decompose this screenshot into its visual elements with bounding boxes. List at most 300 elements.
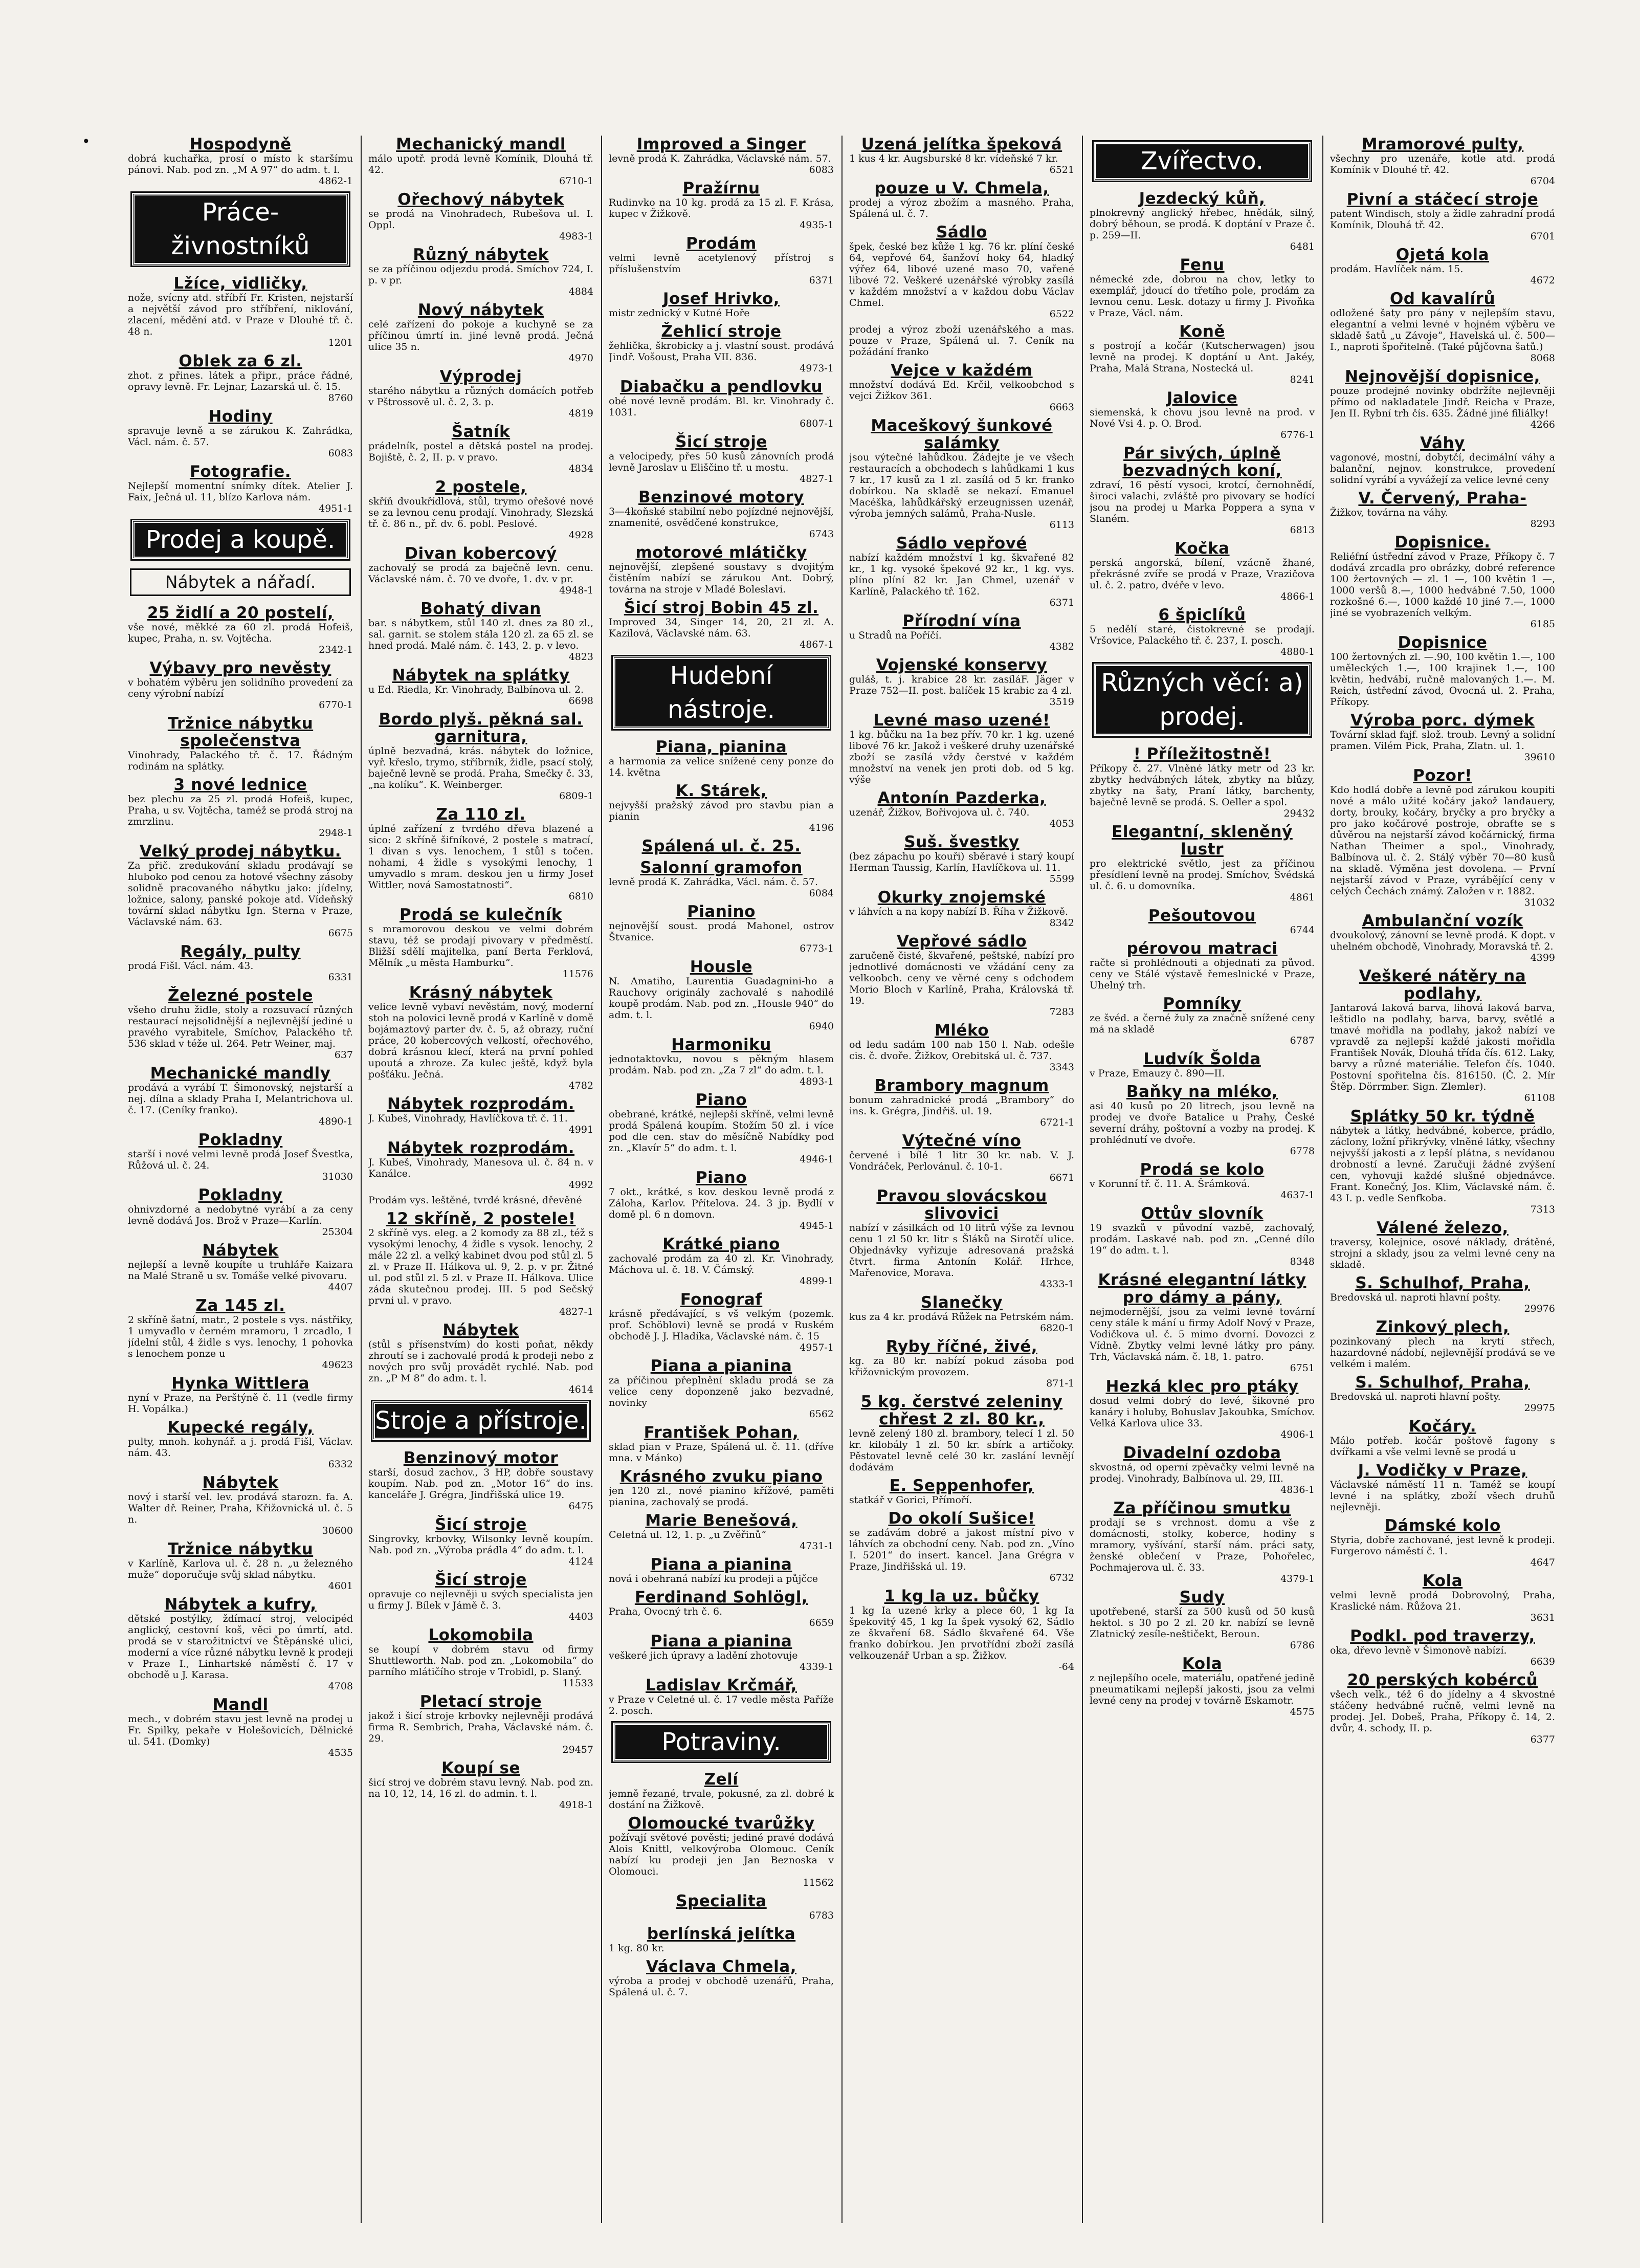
classified-ad	[609, 323, 834, 374]
ad-headline: Zinkový plech,	[1376, 1318, 1510, 1336]
ad-number: 6743	[809, 529, 834, 540]
ad-headline: Ludvík Šolda	[1143, 1050, 1261, 1068]
ad-text: v Praze v Celetné ul. č. 17 vedle města Paříže 2. posch.	[609, 1694, 834, 1716]
ad-text: celé zařízení do pokoje a kuchyně se za příčinou úmrtí in. jiné levně prodá. Ječná ulice 35 n.	[368, 319, 593, 353]
ad-headline: Krásný nábytek	[409, 983, 553, 1002]
ad-text: pouze prodejné novinky obdržíte nejlevněji přímo od nakladatele Jindř. Reicha v Praze, Jen II. Rybní trh čís. 635. Žádné jiné filiálky!	[1330, 385, 1555, 419]
ad-headline: Diabačku a pendlovku	[619, 378, 823, 396]
ad-text: Vinohrady, Palackého tř. č. 17. Řádným rodinám na splátky.	[128, 750, 353, 772]
ad-text: kus za 4 kr. prodává Růžek na Petrském nám.	[849, 1311, 1074, 1323]
ad-headline: Nábytek rozprodám.	[387, 1095, 575, 1113]
ad-text: pulty, mnoh. kohynář. a j. prodá Fišl, Václav. nám. 43.	[128, 1436, 353, 1459]
ad-headline: Pianino	[687, 902, 756, 921]
ad-headline: Improved a Singer	[636, 136, 806, 153]
ad-headline: Za 110 zl.	[436, 805, 526, 824]
ad-number: 4935-1	[800, 219, 834, 231]
ad-number: 4601	[328, 1580, 353, 1592]
ad-text: 19 svazků v původní vazbě, zachovalý, prodám. Laskavé nab. pod zn. „Cenné dílo 19“ do adm. t. l.	[1090, 1222, 1315, 1256]
ad-headline: Pokladny	[198, 1131, 283, 1149]
classified-ad	[368, 806, 593, 902]
ad-number: 4535	[328, 1747, 353, 1758]
classified-ad	[849, 712, 1074, 785]
ad-number: 4884	[568, 286, 593, 297]
ad-headline: Šicí stroje	[435, 1571, 527, 1589]
ad-text: prodá Fišl. Václ. nám. 43.	[128, 960, 254, 972]
ad-number: 6744	[1290, 924, 1315, 936]
ad-number: 4970	[568, 353, 593, 364]
ad-text: nože, svícny atd. stříbří Fr. Kristen, nejstarší a největší závod pro stříbření, niklování, zlacení, mědění atd. v Praze v Dlouhé tř. č. 48 n.	[128, 292, 353, 337]
ad-number: 4731-1	[800, 1540, 834, 1552]
ad-number: 4382	[1049, 641, 1074, 652]
ad-headline: Sádlo	[936, 223, 987, 241]
ad-number: 4918-1	[559, 1799, 593, 1811]
classified-ad	[849, 1187, 1074, 1290]
ad-text: statkář v Gorici, Přímoří.	[849, 1494, 972, 1506]
ad-headline: Regály, pulty	[180, 942, 301, 961]
ad-text: (bez zápachu po kouři) sběravé i starý koupí Herman Taussig, Karlín, Havlíčkova ul. 11.	[849, 851, 1074, 873]
ad-headline: Kola	[1422, 1572, 1463, 1590]
classified-ad	[609, 378, 834, 429]
ad-headline: Piano	[695, 1169, 747, 1187]
ad-number: 6371	[809, 275, 834, 286]
classified-ad	[609, 1424, 834, 1464]
ad-headline: Mléko	[934, 1021, 989, 1040]
ad-number: 1201	[328, 337, 353, 348]
ad-number: 6521	[1049, 164, 1074, 175]
ad-headline: Pletací stroje	[419, 1692, 542, 1711]
ad-text: spravuje levně a se zárukou K. Zahrádka, Václ. nám. č. 57.	[128, 425, 353, 448]
classified-ad	[849, 656, 1074, 708]
ad-number: 4637-1	[1280, 1190, 1315, 1201]
ad-headline: Hospodyně	[189, 136, 292, 153]
ad-text: Václavské náměstí 11 n. Taméž se koupí levné i na splátky, zboží všech druhů nejlevněji.	[1330, 1479, 1555, 1513]
ad-headline: Šicí stroje	[675, 433, 767, 451]
ad-number: 6639	[1530, 1656, 1555, 1667]
ad-text: Styria, dobře zachované, jest levně k prodeji. Furgerovo náměstí č. 1.	[1330, 1534, 1555, 1557]
classified-ad	[609, 958, 834, 1032]
ad-number: 3631	[1530, 1612, 1555, 1623]
ad-number: 6721-1	[1040, 1117, 1074, 1128]
ad-number: 4906-1	[1280, 1429, 1315, 1440]
classified-ad	[1090, 1500, 1315, 1584]
classified-ad	[849, 612, 1074, 652]
ad-text: se koupí v dobrém stavu od firmy Shuttleworth. Nab. pod zn. „Lokomobila“ do parního mlátičího stroje v Trobidl, p. Slaný.	[368, 1644, 593, 1678]
classified-ad	[368, 1210, 593, 1317]
classified-ad	[609, 1091, 834, 1165]
ad-text: 1 kg Ia uzené krky a plece 60, 1 kg Ia špekovitý 45, 1 kg Ia špek vysoký 62, Sádlo ze škvaření 68. Sádlo škvařené 64. Vše franko dobírkou. Jen prvotřídní zboží zasílá velkouzenář Urban a sp. Žižkov.	[849, 1605, 1074, 1661]
ad-number: 4899-1	[800, 1275, 834, 1287]
ad-number: 4957-1	[800, 1342, 834, 1353]
classified-ad	[609, 838, 834, 855]
ad-text: 1 kg. 80 kr.	[609, 1943, 664, 1954]
ad-text: račte si prohlédnouti a objednati za původ. ceny ve Stálé výstavě řemeslnické v Praze, Uhelný trh.	[1090, 957, 1315, 991]
classified-ad	[849, 1338, 1074, 1389]
ad-text: zaručeně čisté, škvařené, peštské, nabízí pro jednotlivé domácnosti ve vžádání ceny za velkoobch. ceny ve věrné ceny s odchodem Morio Bloch v Karlíně, Praha, Královská tř. 19.	[849, 950, 1074, 1006]
classified-ad	[609, 1925, 834, 1954]
ad-headline: Kupecké regály,	[167, 1418, 314, 1437]
ad-number: 7283	[1049, 1006, 1074, 1018]
ad-headline: Jezdecký kůň,	[1139, 189, 1266, 208]
classified-ad	[1330, 368, 1555, 430]
ad-headline: Výtečné víno	[902, 1132, 1022, 1150]
classified-ad	[128, 1540, 353, 1592]
ad-headline: Šatník	[451, 423, 511, 441]
ad-headline: Marie Benešová,	[645, 1511, 797, 1530]
ad-number: 6809-1	[559, 790, 593, 802]
ad-text: nový i starší vel. lev. prodává starozn. fa. A. Walter dř. Reiner, Praha, Křižovnická ul. č. 5 n.	[128, 1491, 353, 1525]
ad-number: 4867-1	[800, 639, 834, 650]
ad-headline: Piana a pianina	[650, 1632, 792, 1650]
classified-ad	[368, 246, 593, 297]
classified-ad	[368, 1195, 593, 1206]
classified-ad	[1330, 1517, 1555, 1568]
ad-text: vagonové, mostní, dobytčí, decimální váhy a balanční, nejnov. konstrukce, provedení solidní vyrábí a vyvážejí za velice levné ceny	[1330, 452, 1555, 486]
ad-number: 4951-1	[319, 503, 353, 514]
classified-ad	[1330, 1627, 1555, 1667]
ad-number: 4672	[1530, 275, 1555, 286]
ad-text: úplně bezvadná, krás. nábytek do ložnice, vyř. křeslo, trymo, stříbrník, židle, psací stolý, baječně levně se prodá. Praha, Smečky č. 33, „na kolíku“. K. Weinberger.	[368, 745, 593, 790]
classified-ad	[1330, 1462, 1555, 1513]
ad-number: 6773-1	[800, 943, 834, 954]
classified-ad	[609, 180, 834, 231]
ad-headline: Prodám	[686, 234, 757, 253]
ad-text: opravuje co nejlevněji u svých specialista jen u firmy J. Bílek v Jámě č. 3.	[368, 1589, 593, 1611]
ad-text: červené i bílé 1 litr 30 kr. nab. V. J. Vondráček, Perlovánul. č. 10-1.	[849, 1150, 1074, 1172]
ad-headline: Ambulanční vozík	[1362, 912, 1523, 930]
classified-ad	[609, 489, 834, 540]
ad-number: 6083	[809, 164, 834, 175]
classified-ad	[1330, 1418, 1555, 1458]
section-banner: Potraviny.	[613, 1723, 830, 1761]
classified-ad	[609, 738, 834, 778]
classified-ad	[1090, 1655, 1315, 1717]
ad-text: Bredovská ul. naproti hlavní pošty.	[1330, 1391, 1501, 1402]
ad-headline: Nábytek	[202, 1473, 279, 1492]
ad-text: bar. s nábytkem, stůl 140 zl. dnes za 80 zl., sal. garnit. se stolem stála 120 zl. za 65 zl. se hned prodá. Malé nám. č. 143, 2. p. v levo.	[368, 618, 593, 651]
ad-number: 31032	[1524, 897, 1555, 908]
ad-text: N. Amatiho, Laurentia Guadagnini-ho a Rauchovy originály zachovalé s nahodilé koupě prodám. Nab. pod zn. „Housle 940“ do adm. t. l.	[609, 976, 834, 1021]
ad-text: guláš, t. j. krabice 28 kr. zasíláF. Jäger v Praze 752—II. post. balíček 15 krabic za 4 zl.	[849, 674, 1074, 696]
classified-ad	[128, 1696, 353, 1758]
ad-text: ohnivzdorné a nedobytné vyrábí a za ceny levně dodává Jos. Brož v Praze—Karlín.	[128, 1204, 353, 1226]
ad-number: 4403	[568, 1611, 593, 1622]
ad-headline: Vojenské konservy	[876, 656, 1048, 674]
ad-number: 6787	[1290, 1035, 1315, 1046]
ad-number: 4823	[568, 651, 593, 663]
ad-text: J. Kubeš, Vinohrady, Manesova ul. č. 84 n. v Kanálce.	[368, 1157, 593, 1179]
ad-text: odložené šaty pro pány v nejlepším stavu, elegantní a velmi levné v hojném výběru ve skladě šatů „u Závoje“, Havelská ul. č. 500—I., naproti špořitelně. (Také půjčovna šatů.)	[1330, 307, 1555, 353]
classified-ad	[849, 1294, 1074, 1334]
column-1	[128, 136, 353, 2223]
classified-ad	[1090, 1271, 1315, 1374]
ad-text: dvoukolový, zánovní se levně prodá. K dopt. v uhelném obchodě, Vinohrady, Moravská tř. 2.	[1330, 930, 1555, 952]
ad-headline: 3 nové lednice	[173, 776, 307, 794]
ad-headline: Uzená jelítka špeková	[861, 136, 1062, 153]
ad-text: Reliéfní ústřední závod v Praze, Příkopy č. 7 dodává zrcadla pro obrázky, dobré reference 100 žertovných — zl. 1 —, 100 květin 1 —, 1000 veršů 8.—, 1000 hedvábné 7.50, 1000 rozkošné 6.—, 1000 každé 10 jiné 7.—, 1000 jiné se vyobrazeních velkým.	[1330, 551, 1555, 619]
ad-number: 6481	[1290, 241, 1315, 252]
ad-text: jemně řezané, trvale, pokusné, za zl. dobré k dostání na Žižkově.	[609, 1788, 834, 1811]
classified-ad	[849, 789, 1074, 829]
ad-text: prádelník, postel a dětská postel na prodej. Bojiště, č. 2, II. p. v pravo.	[368, 441, 593, 463]
ad-text: kg. za 80 kr. nabízí pokud zásoba pod křižovnickým provozem.	[849, 1355, 1074, 1378]
ad-text: 100 žertovných zl. —.90, 100 květin 1.—, 100 uměleckých 1.—, 100 krajinek 1.—, 100 květin, hedvábí, ručně malovaných 1.—. M. Reich, ústřední závod, Ovocná ul. 2. Praha, Příkopy.	[1330, 651, 1555, 708]
ad-text: 5 nedělí staré, čistokrevné se prodají. Vršovice, Palackého tř. č. 237, I. posch.	[1090, 624, 1315, 646]
classified-ad	[609, 1291, 834, 1353]
classified-ad	[128, 1297, 353, 1371]
classified-ad	[368, 1516, 593, 1567]
ad-text: Bredovská ul. naproti hlavní pošty.	[1330, 1292, 1501, 1303]
classified-ad	[609, 1357, 834, 1420]
ad-text: mech., v dobrém stavu jest levně na prodej u Fr. Spilky, pekaře v Holešovicích, Dělnické ul. 541. (Domky)	[128, 1713, 353, 1747]
column-4	[849, 136, 1074, 2223]
ad-headline: Nový nábytek	[417, 301, 544, 319]
ad-number: 49623	[322, 1359, 353, 1371]
ad-text: 3—4koňské stabilní nebo pojízdné nejnovější, znamenité, osvědčené konstrukce,	[609, 506, 834, 529]
classified-ad	[368, 711, 593, 802]
ad-headline: Koupí se	[441, 1759, 520, 1777]
ad-headline: Podkl. pod traverzy,	[1350, 1627, 1535, 1645]
ad-headline: pérovou matraci	[1126, 939, 1278, 958]
ad-text: levně zelený 180 zl. brambory, telecí 1 zl. 50 kr. kilobály 1 zl. 50 kr. sbírk a artičoky. Pěstovatel levně celé 30 kr. zaslání levnějí dodávám	[849, 1428, 1074, 1473]
ad-number: 4339-1	[800, 1661, 834, 1672]
ad-headline: 5 kg. čerstvé zeleniny chřest 2 zl. 80 kr.,	[860, 1393, 1063, 1428]
ad-number: 31030	[322, 1171, 353, 1182]
ad-headline: Železné postele	[167, 986, 314, 1005]
ad-text: uzenář, Žižkov, Bořivojova ul. č. 740.	[849, 807, 1030, 818]
ad-number: 6810	[568, 891, 593, 902]
ad-headline: Mandl	[212, 1696, 269, 1714]
ad-headline: Nábytek na splátky	[392, 666, 570, 685]
ad-number: 4890-1	[319, 1116, 353, 1127]
ad-text: zachovalé prodám za 40 zl. Kr. Vinohrady, Máchova ul. č. 18. V. Čámský.	[609, 1253, 834, 1275]
ad-headline: Piano	[695, 1091, 747, 1109]
classified-ad	[1090, 1378, 1315, 1440]
classified-ad	[368, 984, 593, 1091]
ad-headline: motorové mlátičky	[635, 543, 807, 562]
ad-headline: Koně	[1179, 322, 1225, 341]
classified-ad	[609, 1169, 834, 1231]
classified-ad	[128, 1474, 353, 1536]
ad-number: -64	[1058, 1661, 1074, 1672]
ad-text: levně prodá K. Zahrádka, Václ. nám. č. 57.	[609, 876, 818, 888]
ad-text: zdraví, 16 pěstí vysoci, krotcí, černohnědí, široci valachi, zvláště pro pivovary se hodící jsou na prodej u Marka Poppera a syna v Slaném.	[1090, 479, 1315, 524]
ad-headline: Hezká klec pro ptáky	[1105, 1377, 1299, 1396]
classified-ad	[128, 136, 353, 187]
classified-ad	[368, 545, 593, 596]
ad-headline: Válené železo,	[1377, 1219, 1509, 1237]
ad-headline: Pozor!	[1413, 766, 1472, 785]
ad-headline: Pár sivých, úplně bezvadných koní,	[1122, 444, 1282, 480]
ad-number: 4862-1	[319, 175, 353, 187]
ad-text: obebrané, krátké, nejlepší skříně, velmi levně prodá Spálená koupím. Stožím 50 zl. i více pod dle cen. stav do měsíčně Nabídky pod zn. „Klavír 5“ do adm. t. l.	[609, 1109, 834, 1154]
ad-number: 29976	[1524, 1303, 1555, 1314]
ad-text: plnokrevný anglický hřebec, hnědák, silný, dobrý běhoun, se prodá. K doptání v Praze č. p. 259—II.	[1090, 207, 1315, 241]
ad-headline: Ferdinand Sohlögl,	[634, 1588, 808, 1606]
newspaper-page	[82, 133, 1555, 2223]
ad-headline: S. Schulhof, Praha,	[1355, 1274, 1530, 1292]
ad-headline: Šicí stroje	[435, 1515, 527, 1534]
ad-text: zhot. z přines. látek a připr., práce řádné, opravy levně. Fr. Lejnar, Lazarská ul. č. 15.	[128, 370, 353, 392]
ad-headline: Slanečky	[920, 1293, 1003, 1312]
ad-headline: ! Příležitostně!	[1133, 745, 1271, 763]
classified-ad	[849, 1477, 1074, 1506]
ad-text: oka, dřevo levně v Šimonově nabízí.	[1330, 1645, 1507, 1656]
ad-number: 2948-1	[319, 827, 353, 839]
ad-headline: K. Stárek,	[675, 782, 767, 800]
ad-number: 6776-1	[1280, 429, 1315, 441]
ad-headline: J. Vodičky v Praze,	[1358, 1461, 1527, 1480]
ad-number: 6331	[328, 972, 353, 983]
ad-headline: Za příčinou smutku	[1113, 1499, 1291, 1517]
ad-text: špek, české bez kůže 1 kg. 76 kr. plíní české 64, vepřové 64, šanžoví hoky 64, hladký výřez 64, libové uzené maso 70, vařené libové 72. Veškeré uzenářské výrobky zasílá v každém množství a v každou dobu Václav Chmel.	[849, 241, 1074, 309]
classified-ad	[368, 191, 593, 242]
ad-text: nová i obehraná nabízí ku prodeji a půjčce	[609, 1573, 818, 1584]
ad-text: starého nábytku a různých domácích potřeb v Pštrossově ul. č. 2, 3. p.	[368, 385, 593, 408]
ad-text: výroba a prodej v obchodě uzenářů, Praha, Spálená ul. č. 7.	[609, 1975, 834, 1998]
ad-headline: Bohatý divan	[420, 600, 541, 618]
ad-number: 6671	[1049, 1172, 1074, 1183]
ad-text: požívají světové pověsti; jediné pravé dodává Alois Knittl, velkovýroba Olomouc. Ceník nabízí ku prodeji jen Jan Beznoska v Olomouci.	[609, 1832, 834, 1877]
classified-ad	[1090, 907, 1315, 936]
ad-text: se za příčinou odjezdu prodá. Smíchov 724, I. p. v pr.	[368, 263, 593, 286]
ad-headline: Oblek za 6 zl.	[179, 352, 302, 370]
ad-text: Rudinvko na 10 kg. prodá za 15 zl. F. Krása, kupec v Žižkově.	[609, 197, 834, 219]
ad-number: 6820-1	[1040, 1323, 1074, 1334]
ad-number: 4053	[1049, 818, 1074, 829]
ad-headline: Lžíce, vidličky,	[173, 274, 307, 293]
ad-headline: Nábytek rozprodám.	[387, 1139, 575, 1157]
ad-headline: Nejnovější dopisnice,	[1345, 367, 1540, 386]
classified-ad	[1330, 712, 1555, 763]
ad-headline: 12 skříně, 2 postele!	[386, 1209, 576, 1228]
classified-ad	[1330, 290, 1555, 364]
ad-text: úplné zařízení z tvrdého dřeva blazené a sico: 2 skříně šifníkové, 2 postele s matrací, 1 divan s vys. lenochem, 1 stůl s točen. nohami, 4 židle s vysokými lenochy, 1 umyvadlo s mram. deskou jen u firmy Josef Wittler, nová Samostatnosti“.	[368, 823, 593, 891]
classified-ad	[1090, 1161, 1315, 1201]
ad-headline: Benzinový motor	[403, 1449, 559, 1467]
classified-ad	[1330, 634, 1555, 708]
classified-ad	[128, 463, 353, 514]
classified-ad	[368, 667, 593, 707]
ad-number: 4333-1	[1040, 1279, 1074, 1290]
ad-number: 4893-1	[800, 1076, 834, 1087]
classified-ad	[609, 1589, 834, 1628]
ad-number: 6704	[1530, 175, 1555, 187]
ad-number: 6786	[1290, 1640, 1315, 1651]
ad-headline: Dopisnice	[1398, 633, 1488, 652]
ad-number: 6675	[328, 928, 353, 939]
classified-ad	[609, 1036, 834, 1087]
classified-ad	[368, 906, 593, 980]
classified-ad	[1330, 1671, 1555, 1745]
classified-ad	[849, 136, 1074, 175]
ad-headline: Přírodní vína	[902, 612, 1021, 630]
ad-number: 4945-1	[800, 1220, 834, 1231]
classified-ad	[849, 1077, 1074, 1128]
classified-ad	[128, 776, 353, 839]
section-banner: Stroje a přístroje.	[372, 1401, 589, 1440]
ad-text: od ledu sadám 100 nab 150 l. Nab. odešle cis. č. dvoře. Žižkov, Orebitská ul. č. 737.	[849, 1039, 1074, 1062]
column-2	[368, 136, 593, 2223]
ad-number: 6371	[1049, 597, 1074, 608]
ad-text: starší i nové velmi levně prodá Josef Švestka, Růžová ul. č. 24.	[128, 1149, 353, 1171]
ad-headline: Tržnice nábytku společenstva	[167, 714, 314, 750]
ad-text: v láhvích a na kopy nabízí B. Říha v Žižkově.	[849, 906, 1068, 917]
classified-ad	[128, 353, 353, 404]
classified-ad	[128, 1065, 353, 1127]
ad-number: 8342	[1049, 917, 1074, 929]
classified-ad	[1330, 1572, 1555, 1623]
classified-ad	[368, 1095, 593, 1135]
ad-text: jakož i šicí stroje krbovky nejlevněji prodává firma R. Sembrich, Praha, Václavské nám. č. 29.	[368, 1710, 593, 1744]
ad-number: 4866-1	[1280, 591, 1315, 602]
ad-text: bez plechu za 25 zl. prodá Hofeiš, kupec, Praha, u sv. Vojtěcha, taméž se prodá stroj na zmrzlinu.	[128, 794, 353, 827]
classified-ad	[368, 301, 593, 364]
ad-number: 6698	[568, 695, 593, 707]
ad-text: dosud velmi dobrý do levé, šikovné pro kanáry i holuby, Bohuslav Jakoubka, Smíchov. Velká Karlova ulice 33.	[1090, 1395, 1315, 1429]
ad-number: 11533	[562, 1678, 593, 1689]
ad-headline: 1 kg la uz. bůčky	[884, 1587, 1039, 1605]
ad-headline: Za 145 zl.	[195, 1296, 285, 1315]
ad-text: jednotaktovku, novou s pěkným hlasem prodám. Nab. pod zn. „Za 7 zl“ do adm. t. l.	[609, 1053, 834, 1076]
ad-number: 4827-1	[800, 473, 834, 485]
ad-text: prodej a výroz zboží uzenářského a mas. pouze v Praze, Spálená ul. 7. Ceník na požádání franko	[849, 324, 1074, 358]
ad-text: šicí stroj ve dobrém stavu levný. Nab. pod zn. na 10, 12, 14, 16 zl. do admin. t. l.	[368, 1777, 593, 1799]
ad-number: 6084	[809, 888, 834, 899]
ad-text: Žižkov, továrna na váhy.	[1330, 507, 1448, 518]
ad-number: 4946-1	[800, 1154, 834, 1165]
column-rule	[601, 136, 602, 2223]
ad-text: prodám. Havlíček nám. 15.	[1330, 263, 1464, 275]
ad-text: s mramorovou deskou ve velmi dobrém stavu, též se prodají pivovary v předměstí. Bližší sdělí majitelka, paní Berta Ferklová, Mělník „u města Hamburku“.	[368, 923, 593, 968]
ad-text: nejnovější soust. prodá Mahonel, ostrov Štvanice.	[609, 920, 834, 943]
ad-text: Celetná ul. 12, 1. p. „u Zvěřinů“	[609, 1529, 767, 1540]
ad-text: jen 120 zl., nové pianino křížové, paměti pianina, zachovalý se prodá.	[609, 1485, 834, 1508]
ad-text: sklad pian v Praze, Spálená ul. č. 11. (dříve mna. v Mánko)	[609, 1441, 834, 1464]
ad-number: 7313	[1530, 1204, 1555, 1215]
ad-text: skříň dvoukřídlová, stůl, trymo ořešové nové se za levnou cenu prodají. Vinohrady, Slezská tř. č. 86 n., př. dv. 6. pobl. Peslové.	[368, 496, 593, 530]
ad-number: 4992	[568, 1179, 593, 1191]
ad-headline: berlínská jelítka	[647, 1925, 796, 1943]
ad-number: 6562	[809, 1408, 834, 1420]
ad-headline: Od kavalírů	[1389, 290, 1496, 308]
ad-number: 6732	[1049, 1572, 1074, 1583]
ad-number: 4991	[568, 1124, 593, 1135]
classified-ad	[849, 1022, 1074, 1073]
ad-text: všechny pro uzenáře, kotle atd. prodá Komínik v Dlouhé tř. 42.	[1330, 153, 1555, 175]
ad-number: 29457	[562, 1744, 593, 1755]
ad-text: Příkopy č. 27. Vlněné látky metr od 23 kr. zbytky hedvábných látek, zbytky na blůzy, zbytky na šaty, Praní látky, barchenty, baječně levně se prodá. S. Oeller a spol.	[1090, 763, 1315, 808]
ad-headline: Elegantní, skleněný lustr	[1112, 823, 1293, 858]
ad-headline: Antonín Pazderka,	[877, 789, 1046, 807]
ad-headline: Jalovice	[1166, 389, 1238, 407]
ad-text: nábytek a látky, hedvábné, koberce, prádlo, záclony, ložní přikrývky, vlněné látky, všechny nejvyšší jakosti a z lepší plátna, s nevídanou drobností a levné. Zaručuji žádné zvýšení cen, vyhovuji každé slušné objednávce. Frant. Konečný, Jos. Klim, Václavské nám. č. 43 I. p. vedle Senfkoba.	[1330, 1125, 1555, 1204]
ad-text: vše nové, měkké za 60 zl. prodá Hofeiš, kupec, Praha, n. sv. Vojtěcha.	[128, 622, 353, 644]
classified-ad	[1090, 190, 1315, 252]
ad-text: 2 skříně šatní, matr., 2 postele s vys. nástřiky, 1 umyvadlo v černém mramoru, 1 zrcadlo, 1 jídelní stůl, 4 židle s vys. lenochy, 1 pohovka s lenochem ponze u	[128, 1314, 353, 1359]
ad-headline: Ojetá kola	[1395, 246, 1490, 264]
ad-number: 5599	[1049, 873, 1074, 885]
ad-headline: 2 postele,	[435, 478, 527, 496]
classified-ad	[849, 180, 1074, 219]
ad-headline: Zelí	[704, 1770, 739, 1789]
ad-text: z nejlepšího ocele, materiálu, opatřené jedině pneumatikami nejlepší jakosti, jsou za velmi levné ceny na prodej v továrně Eskamotr.	[1090, 1672, 1315, 1706]
ad-headline: Mechanické mandly	[150, 1064, 331, 1083]
ad-text: v Praze, Emauzy č. 890—II.	[1090, 1068, 1225, 1079]
classified-ad	[128, 659, 353, 711]
ad-text: prodává a vyrábí T. Šimonovský, nejstarší a nej. dílna a sklady Praha I, Melantrichova ul. č. 17. (Ceníky franko).	[128, 1082, 353, 1116]
classified-ad	[1090, 606, 1315, 657]
ad-text: množství dodává Ed. Krčil, velkoobchod s vejci Žižkov 361.	[849, 379, 1074, 402]
